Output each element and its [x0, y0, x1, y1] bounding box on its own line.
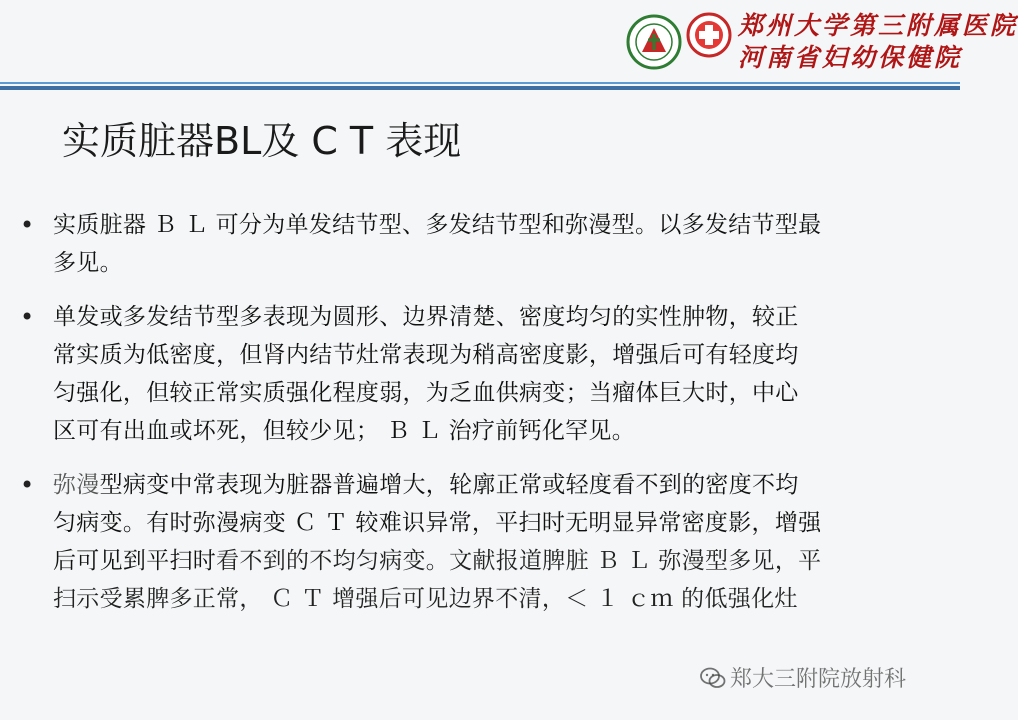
bullet2-line2: 常实质为低密度，但肾内结节灶常表现为稍高密度影，增强后可有轻度均 [53, 342, 799, 368]
bullet1-line1: 实质脏器 Ｂ Ｌ 可分为单发结节型、多发结节型和弥漫型。以多发结节型最 [53, 212, 822, 238]
header-divider-thick [0, 86, 960, 90]
bullet3-line4: 扫示受累脾多正常， Ｃ Ｔ 增强后可见边界不清，＜ １ ｃｍ 的低强化灶 [53, 586, 798, 612]
red-cross-logo [686, 12, 732, 58]
watermark [700, 662, 906, 693]
bullet1-line2: 多见。 [53, 250, 123, 276]
bullet-dot: • [20, 303, 35, 331]
bullet2-line3: 匀强化，但较正常实质强化程度弱，为乏血供病变；当瘤体巨大时，中心 [53, 380, 799, 406]
hospital-name-line2: 河南省妇幼保健院 [738, 43, 963, 72]
bullet3-line1-serif: 弥漫 [53, 472, 100, 498]
watermark-text: 郑大三附院放射科 [730, 667, 907, 692]
bullet3-line1 [53, 466, 940, 504]
bullet2-line4: 区可有出血或坏死，但较少见； Ｂ Ｌ 治疗前钙化罕见。 [53, 418, 636, 444]
hospital-name-line1: 郑州大学第三附属医院 [738, 11, 1018, 40]
bullet3-line3-serif: 看不到的不均匀病变。文献报道脾脏 Ｂ Ｌ 弥漫型多见，平 [216, 548, 822, 574]
bullet-dot: • [20, 211, 35, 239]
bullet-item-1 [20, 206, 940, 282]
bullet3-line2: 匀病变。有时弥漫病变 Ｃ Ｔ 较难识异常，平扫时无明显异常密度影，增强 [53, 510, 822, 536]
bullet3-line3-sans: 后可见到平扫时 [53, 548, 217, 574]
wechat-icon [700, 666, 726, 690]
bullet-list [20, 206, 940, 618]
bullet-item-3 [20, 466, 940, 618]
bullet3-line3 [53, 542, 940, 580]
bullet2-line1: 单发或多发结节型多表现为圆形、边界清楚、密度均匀的实性肿物，较正 [53, 304, 799, 330]
bullet3-line1-rest: 型病变中常表现为脏器普遍增大，轮廓正常或轻度看不到的密度不均 [99, 472, 799, 498]
hospital-name [738, 10, 1018, 74]
bullet-item-2 [20, 298, 940, 450]
bullet-dot: • [20, 471, 35, 499]
slide-title: 实质脏器BL及 C T 表现 [62, 119, 462, 163]
header-divider-thin [0, 82, 960, 84]
university-seal-logo [626, 14, 682, 70]
